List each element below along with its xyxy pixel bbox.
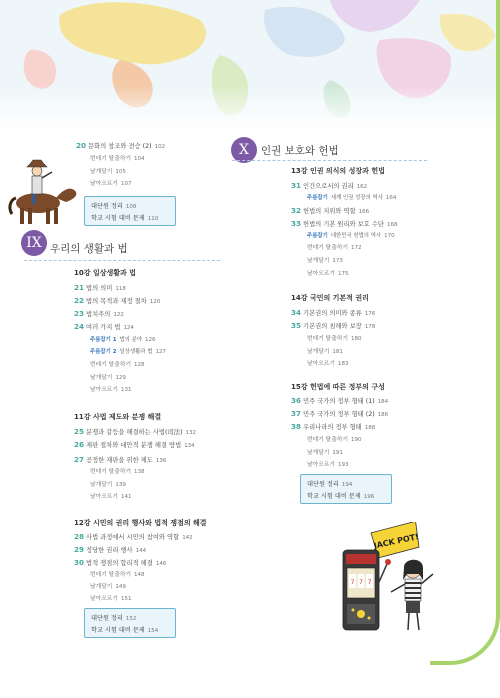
toc-item-37[interactable]: 37 민주 국가의 정부 형태 (2) 186 [291, 409, 389, 418]
toc-sub-item[interactable]: 날아오르기 193 [307, 462, 349, 468]
toc-item-35[interactable]: 35 기본권의 침해와 보장 178 [291, 321, 376, 330]
toc-box-item[interactable]: 학교 시험 대비 문제 154 [91, 627, 159, 634]
toc-item-22[interactable]: 22 법의 목적과 제정 절차 120 [74, 296, 161, 305]
lesson-title-14: 14강 국민의 기본적 권리 [291, 294, 369, 302]
toc-sub-item[interactable]: 날개달기 181 [307, 349, 343, 355]
toc-sub-item[interactable]: 날개달기 105 [90, 169, 126, 175]
toc-special-item[interactable]: 주름잡기 2 일상생활과 법 127 [90, 349, 166, 355]
toc-item-27[interactable]: 27 공정한 재판을 위한 제도 136 [74, 455, 167, 464]
lesson-title-11: 11강 사법 제도와 분쟁 해결 [74, 413, 162, 421]
toc-sub-item[interactable]: 날개달기 129 [90, 375, 126, 381]
toc-sub-item[interactable]: 날아오르기 183 [307, 361, 349, 367]
toc-sub-item[interactable]: 날개달기 173 [307, 258, 343, 264]
lesson-title-15: 15강 헌법에 따른 정부의 구성 [291, 383, 385, 391]
jackpot-sign: JACK POT! [372, 532, 420, 551]
toc-sub-item[interactable]: 번데기 탈출하기 190 [307, 437, 362, 443]
lesson-title-13: 13강 인권 의식의 성장과 헌법 [291, 167, 385, 175]
world-map-banner [0, 0, 500, 130]
toc-special-item[interactable]: 주름잡기 세계 인권 성장의 역사 164 [307, 195, 397, 201]
toc-item-38[interactable]: 38 우리나라의 정부 형태 188 [291, 422, 376, 431]
toc-sub-item[interactable]: 날아오르기 141 [90, 494, 132, 500]
toc-box-item[interactable]: 대단원 정리 108 [91, 203, 137, 210]
divider [232, 160, 427, 161]
toc-sub-item[interactable]: 날개달기 149 [90, 584, 126, 590]
lesson-title-12: 12강 시민의 권리 행사와 법적 쟁점의 해결 [74, 519, 207, 527]
toc-box-item[interactable]: 학교 시험 대비 문제 110 [91, 215, 159, 222]
toc-item-26[interactable]: 26 재판 절차와 대안적 분쟁 해결 방법 134 [74, 440, 195, 449]
toc-item-33[interactable]: 33 헌법의 기본 원리와 보호 수단 168 [291, 219, 398, 228]
toc-item-28[interactable]: 28 사법 과정에서 시민의 참여와 역할 142 [74, 532, 193, 541]
toc-box-item[interactable]: 대단원 정리 194 [307, 481, 353, 488]
cowboy-horse-illustration [6, 158, 84, 228]
toc-sub-item[interactable]: 날아오르기 131 [90, 387, 132, 393]
unit-title-ix: 우리의 생활과 법 [50, 243, 128, 255]
toc-item-25[interactable]: 25 분쟁과 갈등을 해결하는 사법(司法) 132 [74, 427, 197, 436]
lesson-title-10: 10강 일상생활과 법 [74, 269, 136, 277]
review-box-ix [84, 608, 176, 638]
toc-item-31[interactable]: 31 인간으로서의 권리 162 [291, 181, 368, 190]
toc-sub-item[interactable]: 번데기 탈출하기 180 [307, 336, 362, 342]
toc-item-20[interactable]: 20 문화의 창조와 전승 (2) 102 [76, 141, 166, 150]
review-box-x [300, 474, 392, 504]
toc-item-34[interactable]: 34 기본권의 의미와 종류 176 [291, 308, 376, 317]
svg-text:7: 7 [350, 579, 355, 586]
slot-machine-illustration [333, 522, 443, 637]
svg-text:7: 7 [359, 579, 363, 586]
toc-sub-item[interactable]: 날개달기 139 [90, 482, 126, 488]
toc-item-21[interactable]: 21 법의 의미 118 [74, 283, 126, 292]
toc-item-36[interactable]: 36 민주 국가의 정부 형태 (1) 184 [291, 396, 389, 405]
divider [24, 260, 220, 261]
unit-numeral-x: X [231, 137, 257, 163]
toc-sub-item[interactable]: 날아오르기 151 [90, 596, 132, 602]
unit-numeral-ix: IX [21, 230, 47, 256]
toc-sub-item[interactable]: 번데기 탈출하기 138 [90, 469, 145, 475]
toc-special-item[interactable]: 주름잡기 1 법의 분야 126 [90, 337, 156, 343]
toc-sub-item[interactable]: 번데기 탈출하기 172 [307, 245, 362, 251]
review-box-ix-pre [84, 196, 176, 226]
toc-sub-item[interactable]: 번데기 탈출하기 104 [90, 156, 145, 162]
toc-box-item[interactable]: 대단원 정리 152 [91, 615, 137, 622]
toc-sub-item[interactable]: 번데기 탈출하기 128 [90, 362, 145, 368]
toc-item-30[interactable]: 30 법적 쟁점의 합리적 해결 146 [74, 558, 167, 567]
toc-sub-item[interactable]: 번데기 탈출하기 148 [90, 572, 145, 578]
unit-title-x: 인권 보호와 헌법 [261, 145, 339, 157]
toc-sub-item[interactable]: 날아오르기 175 [307, 271, 349, 277]
svg-text:7: 7 [367, 579, 372, 586]
toc-item-24[interactable]: 24 여러 가지 법 124 [74, 322, 134, 331]
toc-item-23[interactable]: 23 법치주의 122 [74, 309, 124, 318]
toc-sub-item[interactable]: 날개달기 191 [307, 450, 343, 456]
toc-item-32[interactable]: 32 헌법의 지위와 역할 166 [291, 206, 370, 215]
toc-special-item[interactable]: 주름잡기 대한민국 헌법의 역사 170 [307, 233, 395, 239]
toc-sub-item[interactable]: 날아오르기 107 [90, 181, 132, 187]
toc-box-item[interactable]: 학교 시험 대비 문제 196 [307, 493, 375, 500]
toc-item-29[interactable]: 29 정당한 권리 행사 144 [74, 545, 147, 554]
